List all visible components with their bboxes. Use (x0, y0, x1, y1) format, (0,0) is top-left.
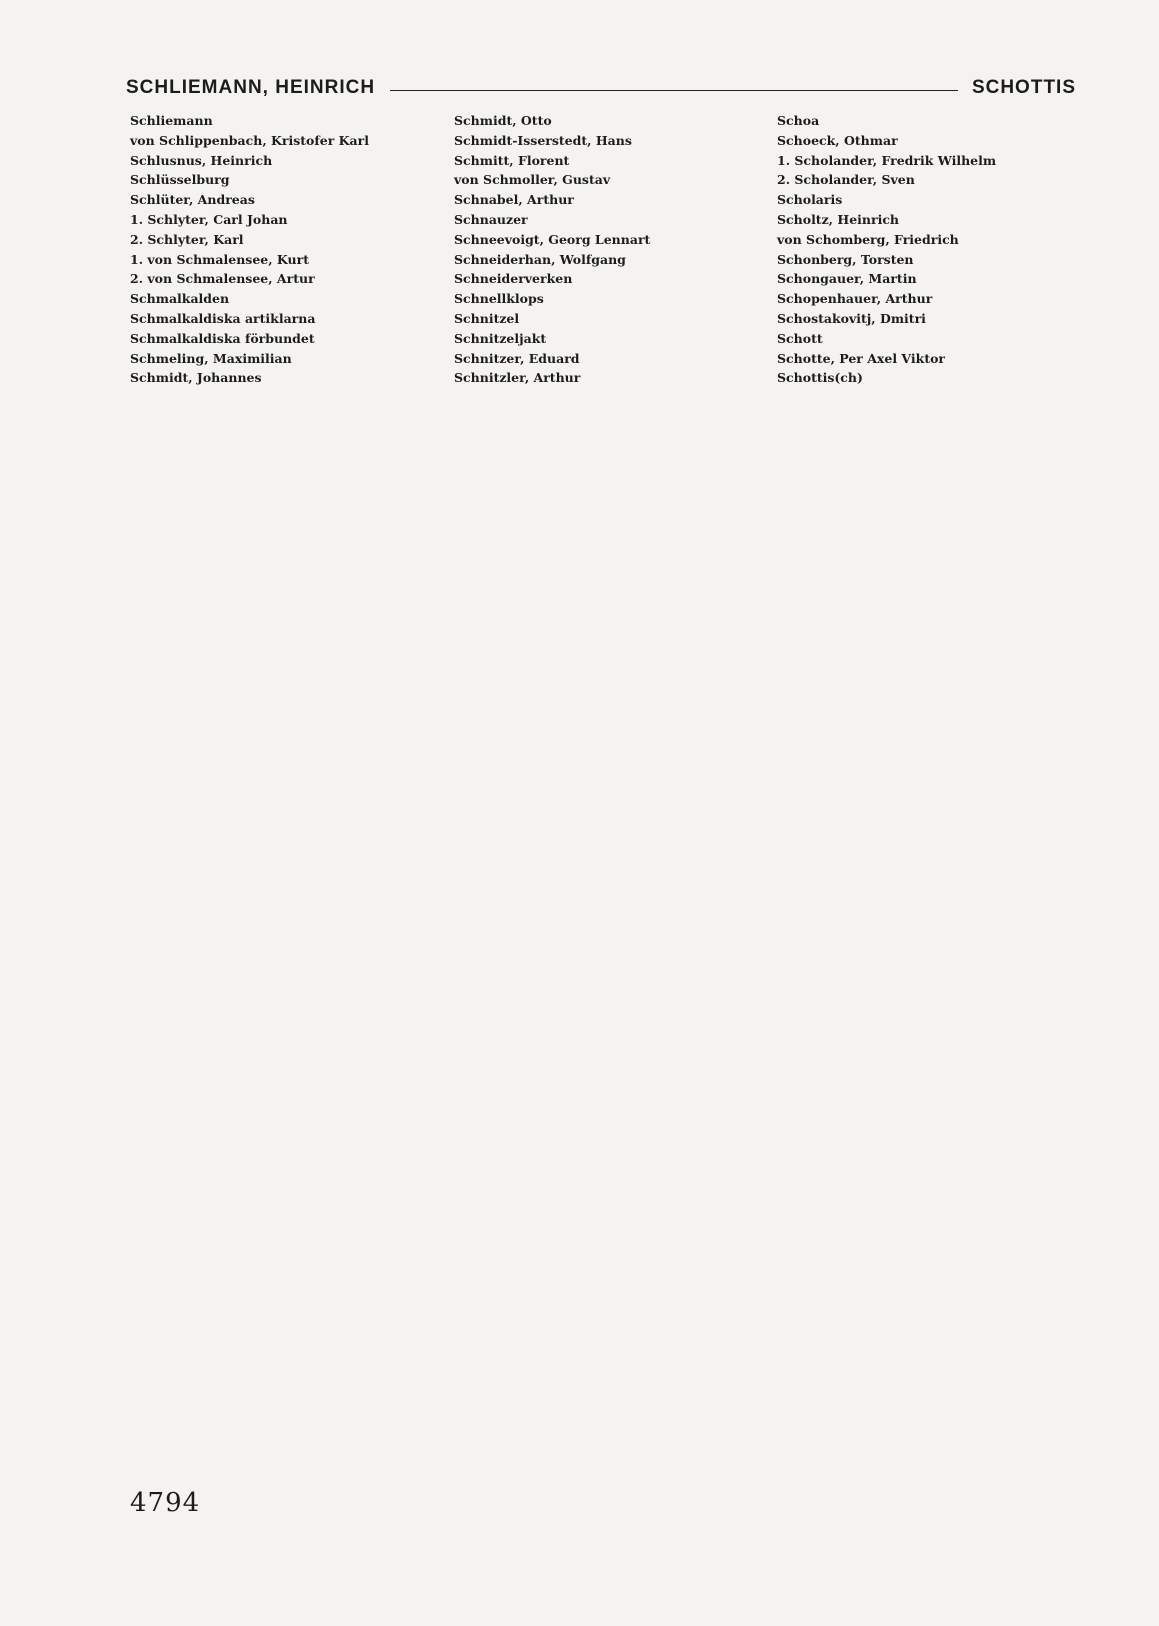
header-left-guide-word: SCHLIEMANN, HEINRICH (126, 77, 376, 98)
dictionary-entry (130, 173, 428, 188)
entry-headword: Schmalkaldiska artiklarna (130, 310, 316, 326)
entry-headword: Schopenhauer, Arthur (777, 291, 933, 307)
dictionary-entry (777, 213, 1075, 228)
header-rule (390, 90, 958, 91)
entry-headword: von Schomberg, Friedrich (777, 231, 959, 247)
entry-headword: 2. Schlyter, Karl (130, 231, 244, 247)
dictionary-entry (454, 253, 752, 268)
entry-headword: Schmidt, Johannes (130, 370, 262, 386)
entry-headword: Schnellklops (454, 291, 544, 307)
dictionary-entry (777, 272, 1075, 287)
dictionary-entry (454, 352, 752, 367)
dictionary-entry (777, 371, 1075, 386)
column-1 (130, 114, 428, 391)
entry-headword: Schnitzler, Arthur (454, 370, 581, 386)
dictionary-entry (130, 213, 428, 228)
entry-headword: Schneiderhan, Wolfgang (454, 251, 626, 267)
entry-headword: Schmidt, Otto (454, 113, 552, 128)
entry-headword: 1. Scholander, Fredrik Wilhelm (777, 152, 997, 168)
dictionary-entry (777, 154, 1075, 169)
dictionary-entry (454, 332, 752, 347)
entry-headword: Schonberg, Torsten (777, 251, 914, 267)
entry-headword: Schongauer, Martin (777, 271, 917, 287)
entry-headword: 1. von Schmalensee, Kurt (130, 251, 309, 267)
dictionary-entry (454, 213, 752, 228)
dictionary-entry (130, 371, 428, 386)
entry-headword: Schliemann (130, 113, 213, 128)
dictionary-entry (454, 134, 752, 149)
dictionary-entry (130, 272, 428, 287)
dictionary-entry (777, 173, 1075, 188)
entry-headword: Schlusnus, Heinrich (130, 152, 273, 168)
entry-headword: Schottis(ch) (777, 370, 863, 386)
dictionary-entry (130, 233, 428, 248)
dictionary-entry (454, 292, 752, 307)
dictionary-entry (454, 233, 752, 248)
dictionary-entry (130, 193, 428, 208)
dictionary-entry (454, 193, 752, 208)
entry-headword: Schmalkalden (130, 291, 230, 307)
entry-headword: Schnauzer (454, 211, 528, 227)
entry-headword: Schlüter, Andreas (130, 192, 255, 208)
dictionary-entry (454, 173, 752, 188)
dictionary-entry (777, 312, 1075, 327)
dictionary-entry (777, 114, 1075, 129)
dictionary-entry (777, 352, 1075, 367)
dictionary-entry (777, 253, 1075, 268)
dictionary-entry (777, 233, 1075, 248)
entry-headword: 2. Scholander, Sven (777, 172, 915, 188)
dictionary-entry (130, 352, 428, 367)
column-3 (777, 114, 1075, 391)
dictionary-entry (454, 114, 752, 129)
entry-headword: Schnitzeljakt (454, 330, 547, 346)
entry-headword: Schmitt, Florent (454, 152, 570, 168)
dictionary-entry (454, 154, 752, 169)
entry-headword: Schmeling, Maximilian (130, 350, 292, 366)
entry-headword: Schlüsselburg (130, 172, 230, 188)
entry-headword: Schoa (777, 113, 820, 128)
entry-headword: Schotte, Per Axel Viktor (777, 350, 946, 366)
dictionary-entry (130, 312, 428, 327)
entry-headword: Schmidt-Isserstedt, Hans (454, 132, 632, 148)
entry-headword: Schott (777, 330, 823, 346)
dictionary-entry (777, 292, 1075, 307)
page-number: 4794 (130, 1488, 201, 1518)
entry-headword: Schnitzel (454, 310, 520, 326)
dictionary-entry (130, 114, 428, 129)
running-header (126, 77, 1076, 105)
dictionary-entry (777, 332, 1075, 347)
entry-headword: Schneevoigt, Georg Lennart (454, 231, 651, 247)
entry-headword: Schmalkaldiska förbundet (130, 330, 315, 346)
entry-headword: Schnabel, Arthur (454, 192, 574, 208)
dictionary-entry (777, 134, 1075, 149)
column-2 (454, 114, 752, 391)
dictionary-entry (777, 193, 1075, 208)
entry-headword: von Schlippenbach, Kristofer Karl (130, 132, 369, 148)
dictionary-entry (454, 272, 752, 287)
entry-headword: 2. von Schmalensee, Artur (130, 271, 315, 287)
entry-headword: Schoeck, Othmar (777, 132, 898, 148)
entry-headword: 1. Schlyter, Carl Johan (130, 211, 288, 227)
header-right-guide-word: SCHOTTIS (971, 77, 1076, 98)
dictionary-entry (130, 154, 428, 169)
dictionary-entry (454, 371, 752, 386)
dictionary-entry (130, 134, 428, 149)
dictionary-entry (130, 292, 428, 307)
dictionary-entry (130, 253, 428, 268)
dictionary-entry (454, 312, 752, 327)
dictionary-entry (130, 332, 428, 347)
entry-headword: Scholtz, Heinrich (777, 211, 900, 227)
entry-headword: Schneiderverken (454, 271, 573, 287)
entry-headword: von Schmoller, Gustav (454, 172, 611, 188)
entry-headword: Schostakovitj, Dmitri (777, 310, 926, 326)
entry-headword: Schnitzer, Eduard (454, 350, 580, 366)
entry-headword: Scholaris (777, 192, 843, 208)
